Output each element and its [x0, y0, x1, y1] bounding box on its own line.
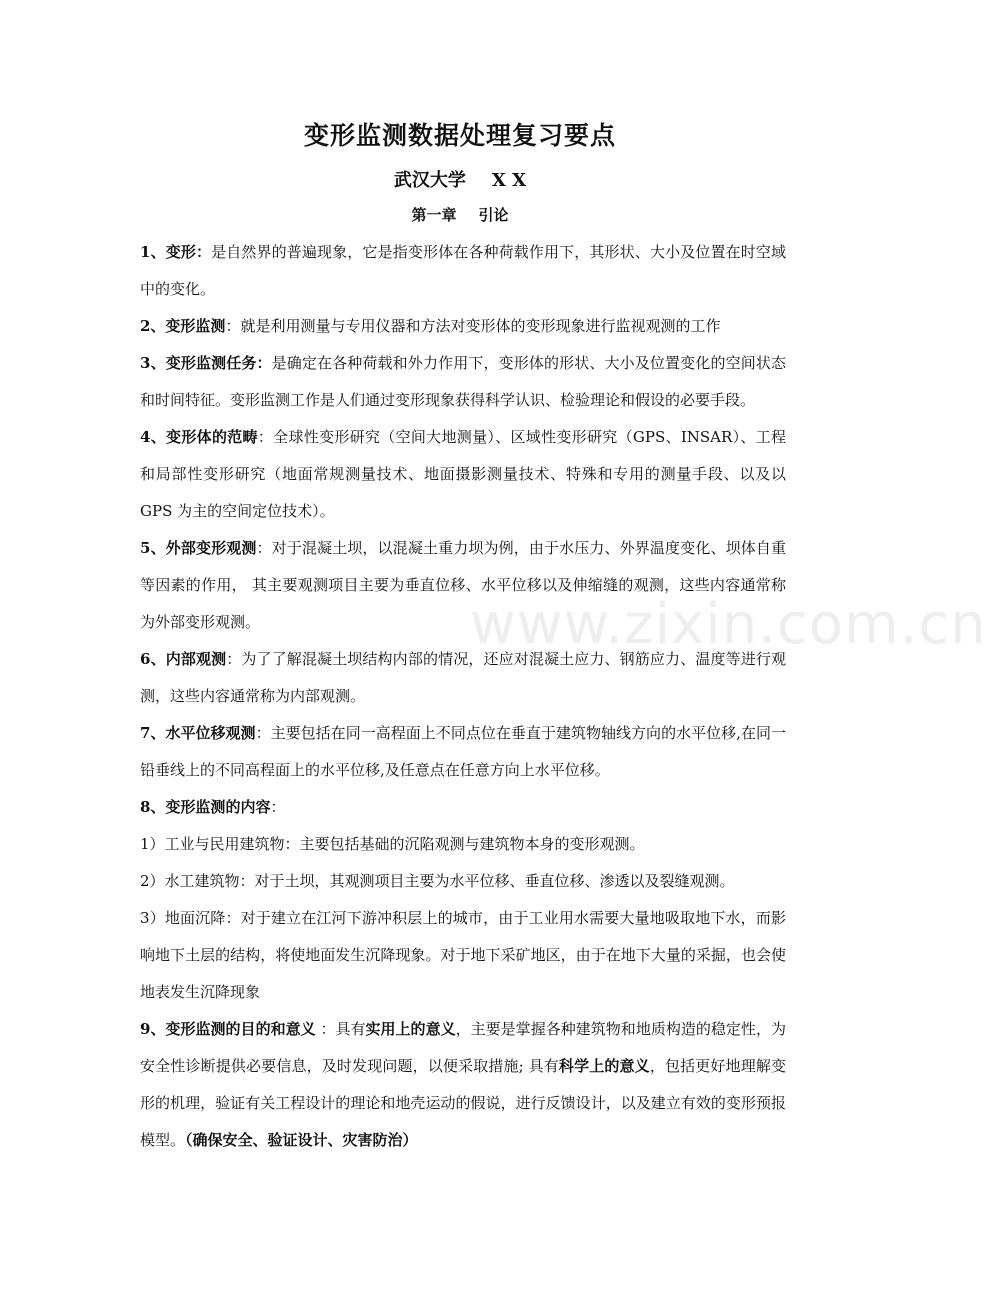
author-line — [0, 166, 920, 192]
paragraph-key: 5、外部变形观测 — [140, 539, 257, 557]
paragraph-text: ，主要是掌握各种建筑物和地质构造的稳定性，为安全性诊断提供必要信息，及时发现问题，以便采取措施; 具有 — [140, 1020, 786, 1075]
chapter-number: 第一章 — [411, 206, 457, 224]
paragraph-key: 7、水平位移观测 — [140, 724, 256, 742]
watermark-text: www.zixin.com.cn — [470, 592, 987, 657]
paragraph-1 — [140, 234, 786, 308]
paragraph-key: 3、变形监测任务： — [140, 354, 272, 372]
paragraph-8 — [140, 789, 786, 826]
author-name: X X — [491, 170, 527, 191]
paragraph-2 — [140, 308, 786, 345]
paragraph-text: ：主要包括在同一高程面上不同点位在垂直于建筑物轴线方向的水平位移,在同一铅垂线上的不同高程面上的水平位移,及任意点在任意方向上水平位移。 — [140, 724, 786, 779]
paragraph-text: ：就是利用测量与专用仪器和方法对变形体的变形现象进行监视观测的工作 — [225, 317, 721, 335]
paragraph-text: 是确定在各种荷载和外力作用下，变形体的形状、大小及位置变化的空间状态和时间特征。变形监测工作是人们通过变形现象获得科学认识、检验理论和假设的必要手段。 — [140, 354, 786, 409]
author-school: 武汉大学 — [393, 170, 466, 191]
list-item-1 — [140, 826, 786, 863]
paragraph-6 — [140, 641, 786, 715]
paragraph-text: ：具有 — [315, 1020, 366, 1038]
paragraph-key: 6、内部观测 — [140, 650, 227, 668]
paragraph-5 — [140, 530, 786, 641]
chapter-heading — [0, 204, 920, 225]
paragraph-text: ： — [270, 798, 286, 816]
paragraph-text: 1）工业与民用建筑物：主要包括基础的沉陷观测与建筑物本身的变形观测。 — [140, 835, 645, 853]
paragraph-text: 3）地面沉降：对于建立在江河下游冲积层上的城市，由于工业用水需要大量地吸取地下水，而影响地下土层的结构，将使地面发生沉降现象。对于地下采矿地区，由于在地下大量的采掘，也会使地表发生沉降现象 — [140, 909, 786, 1001]
chapter-name: 引论 — [478, 206, 509, 224]
paragraph-key: 9、变形监测的目的和意义 — [140, 1020, 316, 1038]
emphasis-summary: （确保安全、验证设计、灾害防治） — [185, 1131, 418, 1149]
paragraph-3 — [140, 345, 786, 419]
emphasis-practical: 实用上的意义 — [365, 1020, 456, 1038]
paragraph-9 — [140, 1011, 786, 1159]
paragraph-text: ，包括更好地理解变形的机理，验证有关工程设计的理论和地壳运动的假说，进行反馈设计，以及建立有效的变形预报模型。 — [140, 1057, 786, 1149]
paragraph-text: ：全球性变形研究（空间大地测量）、区域性变形研究（GPS、INSAR）、工程和局部性变形研究（地面常规测量技术、地面摄影测量技术、特殊和专用的测量手段、以及以 GPS 为主的空间定位技术）。 — [140, 428, 786, 520]
document-title: 变形监测数据处理复习要点 — [303, 121, 616, 150]
paragraph-text: ：对于混凝土坝，以混凝土重力坝为例，由于水压力、外界温度变化、坝体自重等因素的作用， 其主要观测项目主要为垂直位移、水平位移以及伸缩缝的观测，这些内容通常称为外部变形观测。 — [140, 539, 786, 631]
document-body — [140, 234, 786, 1159]
paragraph-text: 是自然界的普遍现象，它是指变形体在各种荷载作用下，其形状、大小及位置在时空域中的变化。 — [140, 243, 786, 298]
paragraph-key: 1、变形： — [140, 243, 212, 261]
paragraph-key: 4、变形体的范畴 — [140, 428, 258, 446]
paragraph-7 — [140, 715, 786, 789]
paragraph-text: 2）水工建筑物：对于土坝，其观测项目主要为水平位移、垂直位移、渗透以及裂缝观测。 — [140, 872, 735, 890]
list-item-2 — [140, 863, 786, 900]
emphasis-scientific: 科学上的意义 — [558, 1057, 650, 1075]
list-item-3 — [140, 900, 786, 1011]
paragraph-key: 2、变形监测 — [140, 317, 226, 335]
paragraph-text: ：为了了解混凝土坝结构内部的情况，还应对混凝土应力、钢筋应力、温度等进行观测，这些内容通常称为内部观测。 — [140, 650, 786, 705]
paragraph-4 — [140, 419, 786, 530]
paragraph-key: 8、变形监测的内容 — [140, 798, 271, 816]
